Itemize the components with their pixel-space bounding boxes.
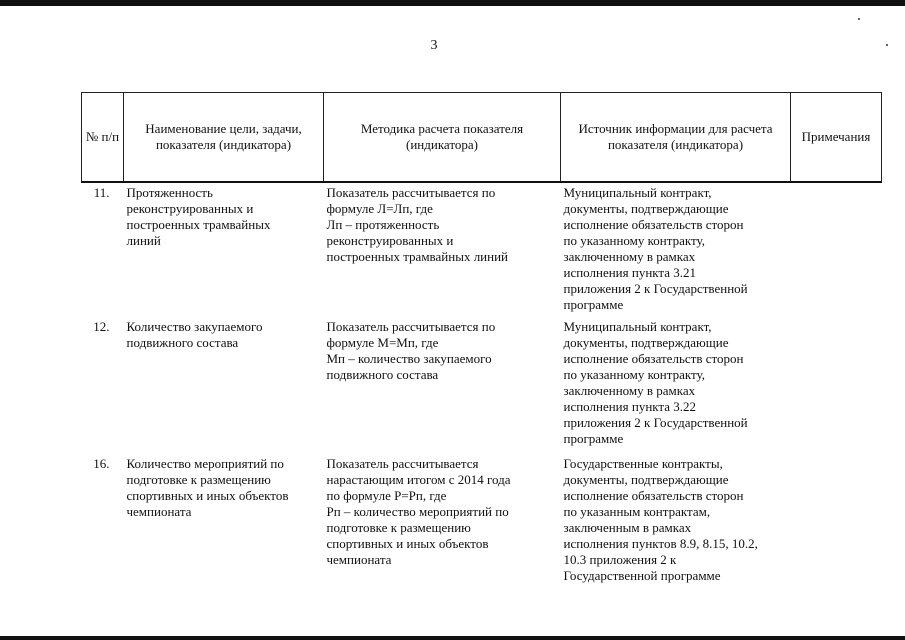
header-information-source: Источник информации для расчета показателя (индикатора): [561, 93, 791, 183]
calculation-method: Показатель рассчитывается нарастающим итогом с 2014 года по формуле Р=Рп, где Рп – количество мероприятий по подготовке к размещению спортивных и иных объектов чемпионата: [326, 456, 511, 567]
notes: [791, 456, 882, 596]
scan-speck: [886, 44, 888, 46]
calculation-method: Показатель рассчитывается по формуле Л=Лп, где Лп – протяженность реконструированных и построенных трамвайных линий: [326, 185, 509, 264]
table-row: [82, 319, 882, 456]
calculation-method: Показатель рассчитывается по формуле М=Мп, где Мп – количество закупаемого подвижного состава: [326, 319, 496, 382]
indicator-table: [81, 92, 881, 596]
scan-speck: [858, 18, 860, 20]
page-number: 3: [430, 38, 438, 53]
scan-top-border: [0, 0, 905, 6]
indicator-name: Протяженность реконструированных и построенных трамвайных линий: [126, 185, 271, 248]
notes: [791, 182, 882, 319]
header-notes: Примечания: [791, 93, 882, 183]
header-number: № п/п: [82, 93, 124, 183]
indicator-name: Количество мероприятий по подготовке к размещению спортивных и иных объектов чемпионата: [126, 456, 289, 519]
notes: [791, 319, 882, 456]
table-header-row: [82, 93, 882, 183]
indicator-name: Количество закупаемого подвижного состава: [126, 319, 263, 350]
row-number: 16.: [93, 456, 110, 471]
scan-bottom-border: [0, 636, 905, 640]
indicator-table-grid: [81, 92, 882, 596]
information-source: Муниципальный контракт, документы, подтверждающие исполнение обязательств сторон по указанному контракту, заключенному в рамках исполнения пункта 3.21 приложения 2 к Государственной программе: [563, 185, 748, 312]
information-source: Государственные контракты, документы, подтверждающие исполнение обязательств сторон по указанным контрактам, заключенным в рамках исполнения пунктов 8.9, 8.15, 10.2, 10.3 приложения 2 к Государственной программе: [563, 456, 758, 583]
table-row: [82, 456, 882, 596]
row-number: 12.: [93, 319, 110, 334]
table-row: [82, 182, 882, 319]
header-calculation-method: Методика расчета показателя (индикатора): [324, 93, 561, 183]
header-indicator-name: Наименование цели, задачи, показателя (индикатора): [124, 93, 324, 183]
information-source: Муниципальный контракт, документы, подтверждающие исполнение обязательств сторон по указанному контракту, заключенному в рамках исполнения пункта 3.22 приложения 2 к Государственной программе: [563, 319, 748, 446]
row-number: 11.: [93, 185, 110, 200]
